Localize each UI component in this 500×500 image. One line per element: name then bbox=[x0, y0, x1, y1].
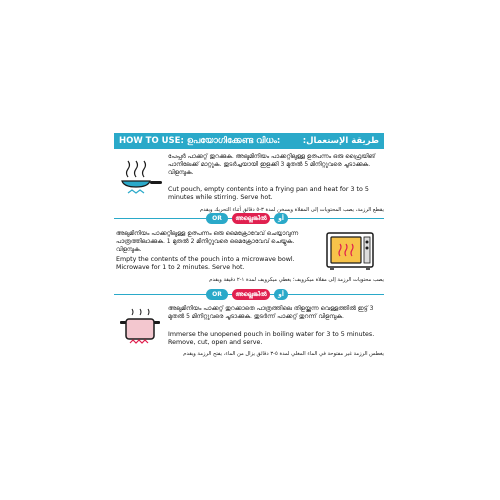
or-row-1 bbox=[114, 213, 384, 225]
section3-arabic: يغطس الرزمة غير مفتوحة في الماء المغلي لمدة ٥-٣ دقائق يزال من الماء، يفتح الرزمة ويقدم bbox=[183, 351, 384, 357]
section2-arabic: يصب محتويات الرزمة إلى مقلاة ميكرويف؛ يغطي ميكرويف لمدة ١-٢ دقيقة ويقدم bbox=[209, 277, 384, 283]
section1-malayalam: പേപ്പർ പാക്കറ്റ് തുറക്കുക. അലുമിനിയം പാക്കറ്റിലുള്ള ഉത്പന്നം ഒരു ഫ്രൈയിങ് പാനിലേക്ക് മാറ്റുക. തുടർച്ചയായി ഇളക്കി 3 മുതൽ 5 മിനിറ്റുവരെ ചൂടാക്കുക. വിളമ്പുക. bbox=[168, 153, 376, 176]
section1-english: Cut pouch, empty contents into a frying pan and heat for 3 to 5 minutes while stirring. Serve hot. bbox=[168, 186, 369, 201]
header-english: HOW TO USE: ഉപയോഗിക്കേണ്ട വിധം: bbox=[119, 136, 281, 146]
section3-malayalam: അലുമിനിയം പാക്കറ്റ് തുറക്കാതെ പാത്രത്തിലെ തിളയ്ക്കുന്ന വെള്ളത്തിൽ ഇട്ട് 3 മുതൽ 5 മിനിറ്റുവരെ ചൂടാക്കുക. തുടർന്ന് പാക്കറ്റ് തുറന്ന് വിളമ്പുക. bbox=[168, 305, 374, 320]
or-pill-malayalam: അല്ലെങ്കിൽ bbox=[232, 213, 270, 224]
section3-english: Immerse the unopened pouch in boiling water for 3 to 5 minutes. Remove, cut, open and serve. bbox=[168, 331, 375, 346]
section2-malayalam: അലുമിനിയം പാക്കറ്റിലുള്ള ഉത്പന്നം ഒരു മൈക്രോവേവ് ചെയ്യാവുന്ന പാത്രത്തിലാക്കുക. 1 മുതൽ 2 മിനിറ്റുവരെ മൈക്രോവേവ് ചെയ്യുക. വിളമ്പുക. bbox=[116, 230, 299, 253]
instructions-panel bbox=[114, 133, 384, 363]
or-pill-english: OR bbox=[206, 213, 228, 224]
or-row-2 bbox=[114, 289, 384, 301]
frying-pan-icon bbox=[118, 159, 164, 197]
or-pill-arabic: أو bbox=[274, 213, 288, 224]
how-to-use-header bbox=[114, 133, 384, 149]
boiling-pot-icon bbox=[118, 307, 162, 347]
or-pill-arabic-2: أو bbox=[274, 289, 288, 300]
header-arabic: طريقة الإستعمال: bbox=[302, 136, 379, 146]
section2-english: Empty the contents of the pouch into a microwave bowl. Microwave for 1 to 2 minutes. Serve hot. bbox=[116, 256, 295, 271]
or-pill-english-2: OR bbox=[206, 289, 228, 300]
or-pill-malayalam-2: അല്ലെങ്കിൽ bbox=[232, 289, 270, 300]
section1-arabic: يقطع الرزمة، يصب المحتويات إلى المقلاة ويسخن لمدة ٣-٥ دقائق أثناء التحريك ويقدم bbox=[200, 207, 384, 213]
microwave-icon bbox=[326, 232, 374, 270]
